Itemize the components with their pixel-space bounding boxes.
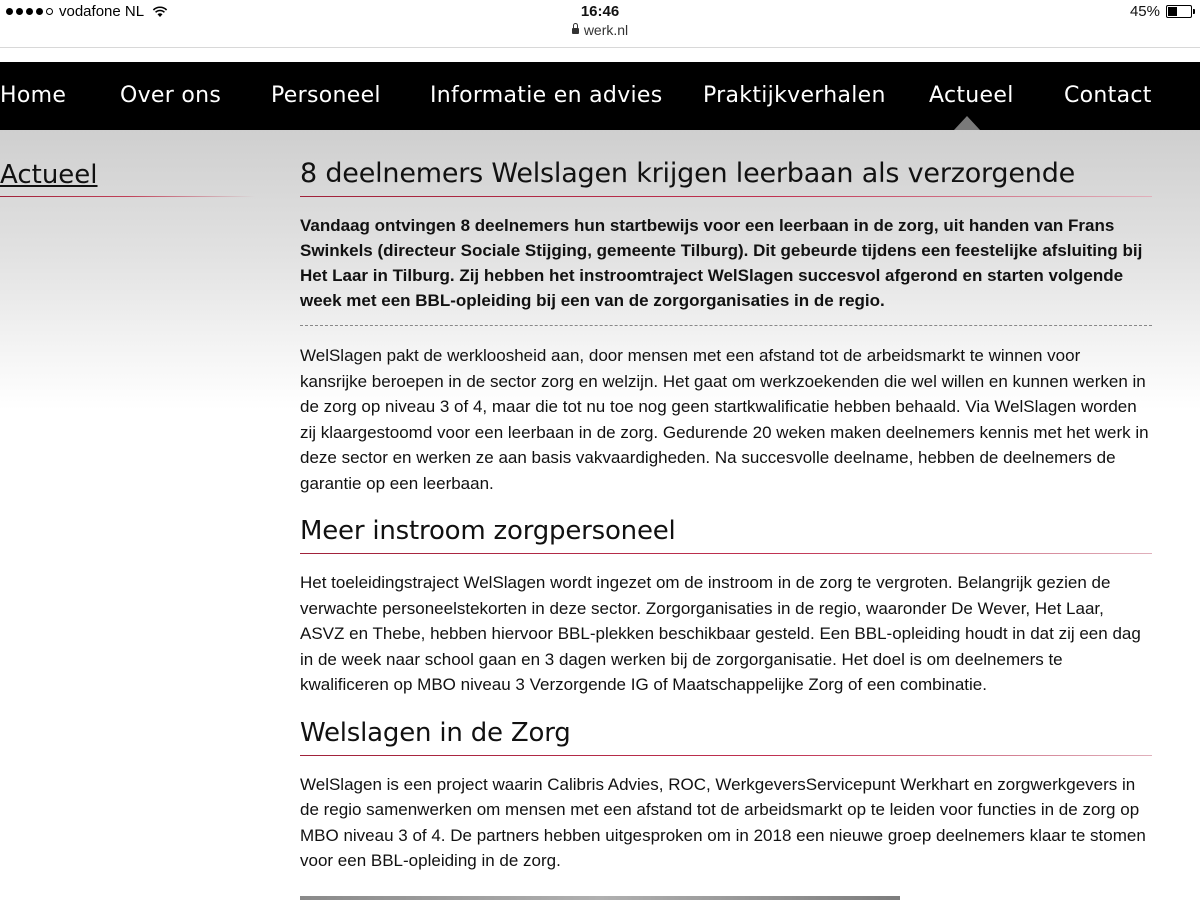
article-title: 8 deelnemers Welslagen krijgen leerbaan als verzorgende	[300, 158, 1076, 189]
section-heading: Meer instroom zorgpersoneel	[300, 516, 676, 546]
active-nav-pointer-icon	[954, 116, 980, 130]
carrier-name: vodafone NL	[59, 3, 145, 20]
nav-item-actueel[interactable]: Actueel	[929, 83, 1014, 108]
nav-item-informatie-en-advies[interactable]: Informatie en advies	[430, 83, 663, 108]
nav-item-praktijkverhalen[interactable]: Praktijkverhalen	[703, 83, 886, 108]
clock: 16:46	[580, 3, 620, 20]
section-meer-instroom	[300, 516, 1152, 698]
battery-icon	[1166, 5, 1192, 18]
article	[300, 158, 1152, 874]
sidebar-link-actueel[interactable]: Actueel	[0, 160, 98, 190]
nav-item-contact[interactable]: Contact	[1064, 83, 1152, 108]
article-image	[300, 896, 900, 900]
section-divider	[300, 755, 1152, 756]
article-paragraph: WelSlagen pakt de werkloosheid aan, door mensen met een afstand tot de arbeidsmarkt te winnen voor kansrijke beroepen in de sector zorg en welzijn. Het gaat om werkzoekenden die wel willen en kunnen werken in de zorg op niveau 3 of 4, maar die tot nu toe nog geen startkwalificatie hebben behaald. Via WelSlagen worden zij klaargestoomd voor een leerbaan in de zorg. Gedurende 20 weken maken deelnemers kennis met het werk in deze sector en werken ze aan basis vakvaardigheden. Na succesvolle deelname, hebben de deelnemers de garantie op een leerbaan.	[300, 346, 1149, 493]
section-text: Het toeleidingstraject WelSlagen wordt ingezet om de instroom in de zorg te vergroten. Belangrijk gezien de verwachte personeelstekorten in deze sector. Zorgorganisaties in de regio, waaronder De Wever, Het Laar, ASVZ en Thebe, hebben hiervoor BBL-plekken beschikbaar gesteld. Een BBL-opleiding houdt in dat zij een dag in de week naar school gaan en 3 dagen werken bij de zorgorganisatie. Het doel is om deelnemers te kwalificeren op MBO niveau 3 Verzorgende IG of Maatschappelijke Zorg of een combinatie.	[300, 573, 1141, 694]
article-intro: Vandaag ontvingen 8 deelnemers hun startbewijs voor een leerbaan in de zorg, uit handen van Frans Swinkels (directeur Sociale Stijging, gemeente Tilburg). Dit gebeurde tijdens een feestelijke afsluiting bij Het Laar in Tilburg. Zij hebben het instroomtraject WelSlagen succesvol afgerond en starten volgende week met een BBL-opleiding bij een van de zorgorganisaties in de regio.	[300, 216, 1143, 310]
address-bar[interactable]	[0, 22, 1200, 48]
status-bar	[0, 0, 1200, 24]
battery-percent: 45%	[1129, 3, 1160, 20]
section-text: WelSlagen is een project waarin Calibris Advies, ROC, WerkgeversServicepunt Werkhart en zorgwerkgevers in de regio samenwerken om mensen met een afstand tot de arbeidsmarkt op te leiden voor functies in de zorg op MBO niveau 3 of 4. De partners hebben uitgesproken om in 2018 een nieuwe groep deelnemers klaar te stomen voor een BBL-opleiding in de zorg.	[300, 774, 1146, 870]
title-divider	[300, 196, 1152, 197]
battery-status	[1130, 3, 1192, 20]
lock-icon	[572, 28, 579, 34]
sidebar-divider	[0, 196, 255, 197]
main-navigation	[0, 62, 1200, 130]
nav-item-personeel[interactable]: Personeel	[271, 83, 381, 108]
section-heading: Welslagen in de Zorg	[300, 717, 571, 748]
section-divider	[300, 553, 1152, 554]
browser-divider	[0, 47, 1200, 48]
nav-item-over-ons[interactable]: Over ons	[120, 83, 222, 108]
nav-item-home[interactable]: Home	[0, 83, 67, 108]
intro-divider	[300, 325, 1152, 326]
section-welslagen-in-de-zorg	[300, 718, 1152, 874]
url-text: werk.nl	[583, 22, 629, 38]
